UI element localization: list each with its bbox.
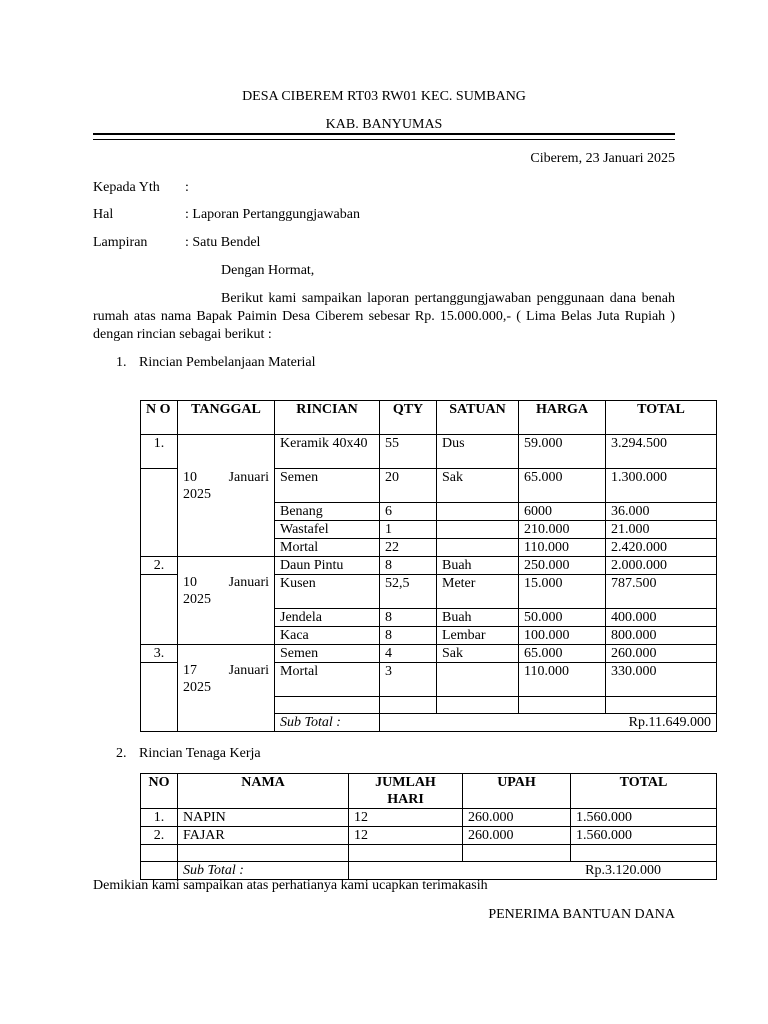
satuan-cell: Buah — [437, 557, 519, 575]
total-cell: 2.420.000 — [606, 539, 717, 557]
col-header-no: N O — [141, 401, 178, 435]
letterhead-rule-thick — [93, 133, 675, 135]
table-row — [141, 809, 717, 827]
col-header-upah: UPAH — [463, 774, 571, 809]
satuan-cell: Sak — [437, 645, 519, 663]
upah-cell — [463, 845, 571, 862]
greeting: Dengan Hormat, — [221, 263, 315, 278]
qty-cell: 55 — [380, 435, 437, 469]
no-cell — [141, 845, 178, 862]
rincian-cell: Daun Pintu — [275, 557, 380, 575]
harga-cell: 15.000 — [519, 575, 606, 609]
total-cell — [571, 845, 717, 862]
harga-cell: 110.000 — [519, 539, 606, 557]
lampiran-label: Lampiran — [93, 235, 148, 250]
satuan-cell: Lembar — [437, 627, 519, 645]
rincian-cell: Mortal — [275, 539, 380, 557]
qty-cell: 3 — [380, 663, 437, 697]
material-subtotal-label: Sub Total : — [275, 714, 380, 732]
group-date: 10 Januari 2025 — [178, 435, 275, 557]
satuan-cell — [437, 697, 519, 714]
total-cell: 3.294.500 — [606, 435, 717, 469]
table-row — [141, 557, 717, 575]
col-header-satuan: SATUAN — [437, 401, 519, 435]
qty-cell: 20 — [380, 469, 437, 503]
section-1-title: Rincian Pembelanjaan Material — [139, 355, 316, 370]
col-header-no: NO — [141, 774, 178, 809]
rincian-cell: Semen — [275, 469, 380, 503]
qty-cell: 8 — [380, 609, 437, 627]
nama-cell — [178, 845, 349, 862]
harga-cell: 110.000 — [519, 663, 606, 697]
col-header-rincian: RINCIAN — [275, 401, 380, 435]
group-no: 2. — [141, 557, 178, 575]
letterhead-line-1: DESA CIBEREM RT03 RW01 KEC. SUMBANG — [242, 89, 526, 104]
satuan-cell: Sak — [437, 469, 519, 503]
satuan-cell — [437, 503, 519, 521]
letterhead-line-2: KAB. BANYUMAS — [325, 117, 443, 132]
section-2-number: 2. — [116, 746, 127, 761]
total-cell: 800.000 — [606, 627, 717, 645]
col-header-harga: HARGA — [519, 401, 606, 435]
harga-cell: 6000 — [519, 503, 606, 521]
harga-cell: 65.000 — [519, 469, 606, 503]
rincian-cell: Mortal — [275, 663, 380, 697]
intro-paragraph: Berikut kami sampaikan laporan pertanggungjawaban penggunaan dana benah rumah atas nama Bapak Paimin Desa Ciberem sebesar Rp. 15.000.000,- ( Lima Belas Juta Rupiah ) dengan rincian sebagai berikut : — [93, 291, 675, 342]
satuan-cell — [437, 663, 519, 697]
harga-cell: 250.000 — [519, 557, 606, 575]
group-no-empty — [141, 663, 178, 732]
satuan-cell: Meter — [437, 575, 519, 609]
signature-title: PENERIMA BANTUAN DANA — [488, 907, 675, 922]
letterhead-rule-thin — [93, 139, 675, 140]
col-header-qty: QTY — [380, 401, 437, 435]
harga-cell: 59.000 — [519, 435, 606, 469]
table-row — [141, 435, 717, 469]
total-cell: 2.000.000 — [606, 557, 717, 575]
group-no: 3. — [141, 645, 178, 663]
satuan-cell — [437, 521, 519, 539]
harga-cell — [519, 697, 606, 714]
rincian-cell: Kaca — [275, 627, 380, 645]
table-row — [141, 645, 717, 663]
upah-cell: 260.000 — [463, 809, 571, 827]
rincian-cell: Keramik 40x40 — [275, 435, 380, 469]
lampiran-value: : Satu Bendel — [185, 235, 261, 250]
group-date: 17 Januari 2025 — [178, 645, 275, 732]
total-cell: 21.000 — [606, 521, 717, 539]
harga-cell: 65.000 — [519, 645, 606, 663]
rincian-cell: Kusen — [275, 575, 380, 609]
qty-cell: 52,5 — [380, 575, 437, 609]
qty-cell: 1 — [380, 521, 437, 539]
group-no: 1. — [141, 435, 178, 469]
closing-sentence: Demikian kami sampaikan atas perhatianya kami ucapkan terimakasih — [93, 878, 488, 893]
table-row — [141, 827, 717, 845]
labor-table — [140, 773, 717, 880]
jumlah-hari-cell: 12 — [349, 827, 463, 845]
qty-cell: 4 — [380, 645, 437, 663]
kepada-value: : — [185, 180, 189, 195]
rincian-cell: Semen — [275, 645, 380, 663]
rincian-cell — [275, 697, 380, 714]
qty-cell: 6 — [380, 503, 437, 521]
labor-table-header — [141, 774, 717, 809]
total-cell: 36.000 — [606, 503, 717, 521]
hal-label: Hal — [93, 207, 114, 222]
qty-cell: 8 — [380, 627, 437, 645]
rincian-cell: Jendela — [275, 609, 380, 627]
total-cell — [606, 697, 717, 714]
no-cell: 2. — [141, 827, 178, 845]
hal-value: : Laporan Pertanggungjawaban — [185, 207, 360, 222]
total-cell: 787.500 — [606, 575, 717, 609]
group-no-empty — [141, 469, 178, 557]
group-date: 10 Januari 2025 — [178, 557, 275, 645]
col-header-total: TOTAL — [606, 401, 717, 435]
qty-cell: 8 — [380, 557, 437, 575]
section-1-number: 1. — [116, 355, 127, 370]
section-2-title: Rincian Tenaga Kerja — [139, 746, 261, 761]
nama-cell: FAJAR — [178, 827, 349, 845]
labor-subtotal-value: Rp.3.120.000 — [349, 862, 717, 880]
satuan-cell — [437, 539, 519, 557]
table-row — [141, 845, 717, 862]
col-header-total: TOTAL — [571, 774, 717, 809]
satuan-cell: Buah — [437, 609, 519, 627]
qty-cell: 22 — [380, 539, 437, 557]
harga-cell: 210.000 — [519, 521, 606, 539]
material-subtotal-value: Rp.11.649.000 — [380, 714, 717, 732]
total-cell: 1.560.000 — [571, 809, 717, 827]
rincian-cell: Wastafel — [275, 521, 380, 539]
total-cell: 1.300.000 — [606, 469, 717, 503]
material-table — [140, 400, 717, 732]
group-no-empty — [141, 575, 178, 645]
kepada-label: Kepada Yth — [93, 180, 160, 195]
harga-cell: 100.000 — [519, 627, 606, 645]
col-header-nama: NAMA — [178, 774, 349, 809]
material-table-header — [141, 401, 717, 435]
harga-cell: 50.000 — [519, 609, 606, 627]
jumlah-hari-cell: 12 — [349, 809, 463, 827]
rincian-cell: Benang — [275, 503, 380, 521]
nama-cell: NAPIN — [178, 809, 349, 827]
total-cell: 330.000 — [606, 663, 717, 697]
col-header-tanggal: TANGGAL — [178, 401, 275, 435]
qty-cell — [380, 697, 437, 714]
labor-subtotal-label: Sub Total : — [178, 862, 349, 880]
jumlah-hari-cell — [349, 845, 463, 862]
no-cell: 1. — [141, 809, 178, 827]
total-cell: 400.000 — [606, 609, 717, 627]
satuan-cell: Dus — [437, 435, 519, 469]
letter-date: Ciberem, 23 Januari 2025 — [530, 151, 675, 166]
total-cell: 260.000 — [606, 645, 717, 663]
col-header-jumlah-hari: JUMLAH HARI — [349, 774, 463, 809]
total-cell: 1.560.000 — [571, 827, 717, 845]
upah-cell: 260.000 — [463, 827, 571, 845]
